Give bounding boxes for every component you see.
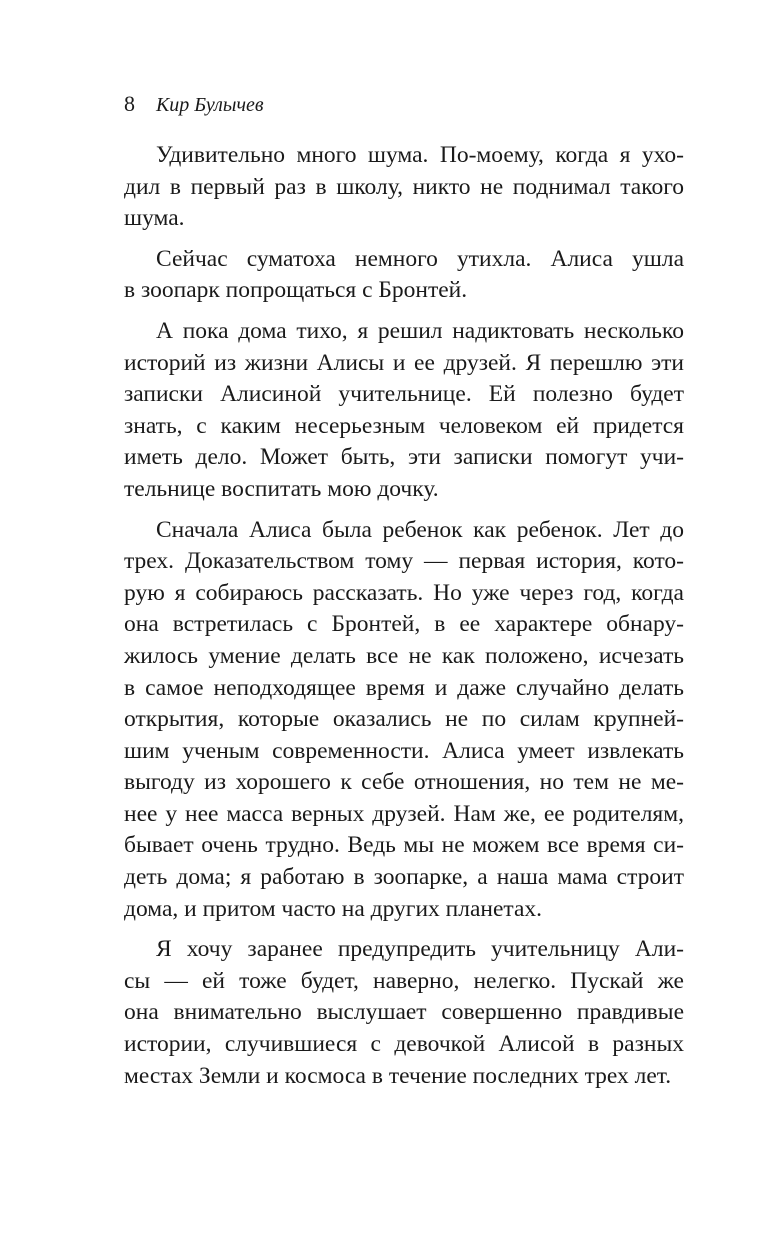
text-line: Сейчас суматоха немного утихла. Алиса ушла <box>156 245 684 272</box>
running-head <box>124 92 264 117</box>
paragraph-3 <box>124 316 684 506</box>
text-line: она встретилась с Бронтей, в ее характере обнару- <box>124 611 684 638</box>
text-line: историй из жизни Алисы и ее друзей. Я перешлю эти <box>124 349 684 376</box>
text-line: тельнице воспитать мою дочку. <box>124 475 439 502</box>
text-line: деть дома; я работаю в зоопарке, а наша мама строит <box>124 864 684 891</box>
text-line: шим ученым современности. Алиса умеет извлекать <box>124 737 684 764</box>
paragraph-4 <box>124 515 684 926</box>
text-line: бывает очень трудно. Ведь мы не можем все время си- <box>124 832 684 859</box>
paragraph-1 <box>124 140 684 235</box>
body-text <box>124 140 684 1101</box>
text-line: трех. Доказательством тому — первая история, кото- <box>124 548 684 575</box>
text-line: иметь дело. Может быть, эти записки помогут учи- <box>124 444 684 471</box>
text-line: записки Алисиной учительнице. Ей полезно будет <box>124 381 684 408</box>
text-line: Удивительно много шума. По-моему, когда я ухо- <box>156 142 684 168</box>
paragraph-2 <box>124 244 684 307</box>
page-number: 8 <box>124 91 135 116</box>
text-line: местах Земли и космоса в течение последних трех лет. <box>124 1062 672 1089</box>
text-line: она внимательно выслушает совершенно правдивые <box>124 999 684 1026</box>
text-line: дома, и притом часто на других планетах. <box>124 895 542 922</box>
text-line: сы — ей тоже будет, наверно, нелегко. Пускай же <box>124 967 684 994</box>
text-line: Сначала Алиса была ребенок как ребенок. Лет до <box>156 516 684 543</box>
paragraph-5 <box>124 934 684 1092</box>
text-line: в зоопарк попрощаться с Бронтей. <box>124 277 468 304</box>
text-line: нее у нее масса верных друзей. Нам же, ее родителям, <box>124 800 684 827</box>
text-line: открытия, которые оказались не по силам крупней- <box>124 706 684 733</box>
text-line: рую я собираюсь рассказать. Но уже через год, когда <box>124 579 684 606</box>
text-line: знать, с каким несерьезным человеком ей придется <box>124 412 684 439</box>
text-line: шума. <box>124 205 185 232</box>
text-line: истории, случившиеся с девочкой Алисой в разных <box>124 1031 684 1058</box>
text-line: в самое неподходящее время и даже случайно делать <box>124 674 684 701</box>
text-line: А пока дома тихо, я решил надиктовать несколько <box>156 317 684 344</box>
running-title: Кир Булычев <box>156 94 264 116</box>
text-line: выгоду из хорошего к себе отношения, но тем не ме- <box>124 769 684 796</box>
text-line: жилось умение делать все не как положено, исчезать <box>124 642 684 669</box>
text-line: Я хочу заранее предупредить учительницу Али- <box>156 936 684 963</box>
text-line: дил в первый раз в школу, никто не поднимал такого <box>124 173 684 200</box>
